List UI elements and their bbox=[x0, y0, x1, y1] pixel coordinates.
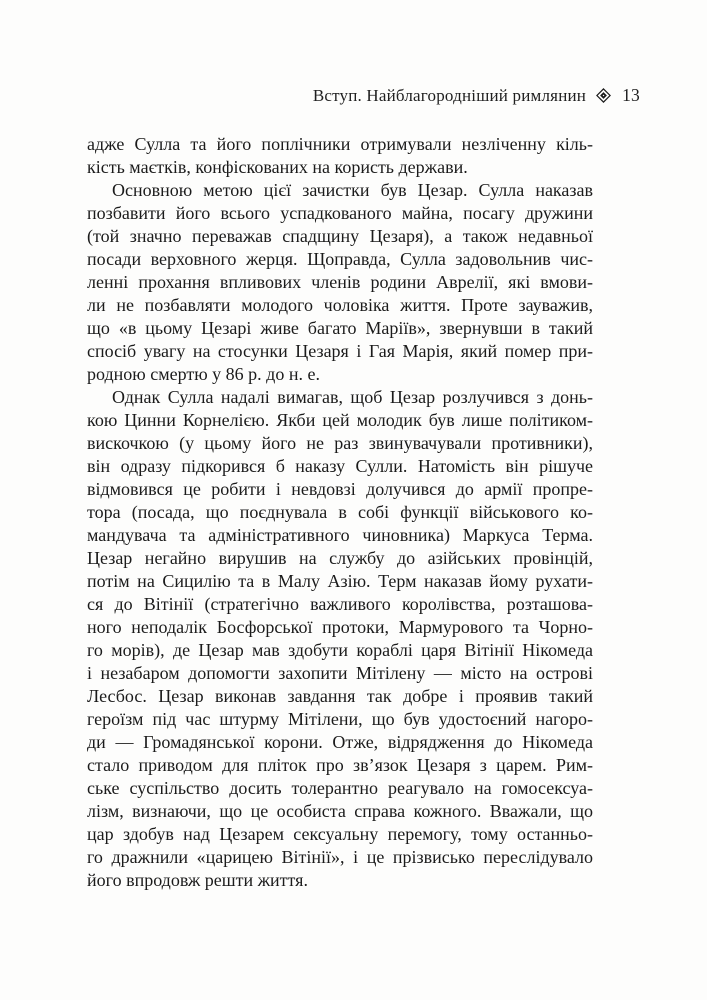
text-line: адже Сулла та його поплічники отримували незліченну кіль- bbox=[87, 134, 593, 154]
text-line: Лесбос. Цезар виконав завдання так добре і проявив такий bbox=[87, 686, 593, 706]
text-line: мандувача та адміністративного чиновника) Маркуса Терма. bbox=[87, 525, 593, 545]
text-line: го морів), де Цезар мав здобути кораблі царя Вітінії Нікомеда bbox=[87, 640, 593, 660]
text-line: кою Цинни Корнелією. Якби цей молодик був лише політиком- bbox=[87, 410, 593, 430]
page-number: 13 bbox=[622, 85, 640, 105]
text-line: позбавити його всього успадкованого майна, посагу дружини bbox=[87, 203, 593, 223]
text-line: родною смертю у 86 р. до н. е. bbox=[87, 364, 320, 384]
text-line: потім на Сицилію та в Малу Азію. Терм наказав йому рухати- bbox=[87, 571, 593, 591]
running-title: Вступ. Найблагородніший римлянин bbox=[312, 86, 587, 105]
text-line: тора (посада, що поєднувала в собі функції військового ко- bbox=[87, 502, 593, 522]
text-line: відмовився це робити і невдовзі долучився до армії пропре- bbox=[87, 479, 593, 499]
text-line: цар здобув над Цезарем сексуальну перемогу, тому останньо- bbox=[87, 824, 593, 844]
text-line: ли не позбавляти молодого чоловіка життя. Проте зауважив, bbox=[87, 295, 593, 315]
text-line: його впродовж решти життя. bbox=[87, 870, 308, 890]
text-line: ного неподалік Босфорської протоки, Мармурового та Чорно- bbox=[87, 617, 593, 637]
text-line: ся до Вітінії (стратегічно важливого королівства, розташова- bbox=[87, 594, 593, 614]
text-line: він одразу підкорився б наказу Сулли. Натомість він рішуче bbox=[87, 456, 593, 476]
text-line: що «в цьому Цезарі живе багато Маріїв», звернувши в такий bbox=[87, 318, 593, 338]
text-line: ди — Громадянської корони. Отже, відрядження до Нікомеда bbox=[87, 732, 593, 752]
text-line: Однак Сулла надалі вимагав, щоб Цезар розлучився з донь- bbox=[112, 387, 593, 407]
text-line: і незабаром допомогти захопити Мітілену — місто на острові bbox=[87, 663, 593, 683]
text-line: посади верховного жерця. Щоправда, Сулла задовольнив чис- bbox=[87, 249, 593, 269]
text-lines bbox=[87, 133, 593, 892]
text-line: стало приводом для пліток про зв’язок Цезаря з царем. Рим- bbox=[87, 755, 593, 775]
text-line: кість маєтків, конфіскованих на користь держави. bbox=[87, 157, 468, 177]
text-line: (той значно переважав спадщину Цезаря), а також недавньої bbox=[87, 226, 593, 246]
text-line: ленні прохання впливових членів родини Аврелії, які вмови- bbox=[87, 272, 593, 292]
text-line: Цезар негайно вирушив на службу до азійських провінцій, bbox=[87, 548, 593, 568]
text-line: вискочкою (у цьому його не раз звинувачували противники), bbox=[87, 433, 593, 453]
text-line: спосіб увагу на стосунки Цезаря і Гая Марія, який помер при- bbox=[87, 341, 593, 361]
diamond-ornament-icon bbox=[596, 88, 611, 103]
text-line: ське суспільство досить толерантно реагувало на гомосексуа- bbox=[87, 778, 593, 798]
page-header bbox=[313, 85, 640, 106]
text-line: Основною метою цієї зачистки був Цезар. Сулла наказав bbox=[112, 180, 593, 200]
text-line: лізм, визнаючи, що це особиста справа кожного. Вважали, що bbox=[87, 801, 593, 821]
text-line: героїзм під час штурму Мітілени, що був удостоєний нагоро- bbox=[87, 709, 593, 729]
text-line: го дражнили «царицею Вітінії», і це прізвисько переслідувало bbox=[87, 847, 593, 867]
